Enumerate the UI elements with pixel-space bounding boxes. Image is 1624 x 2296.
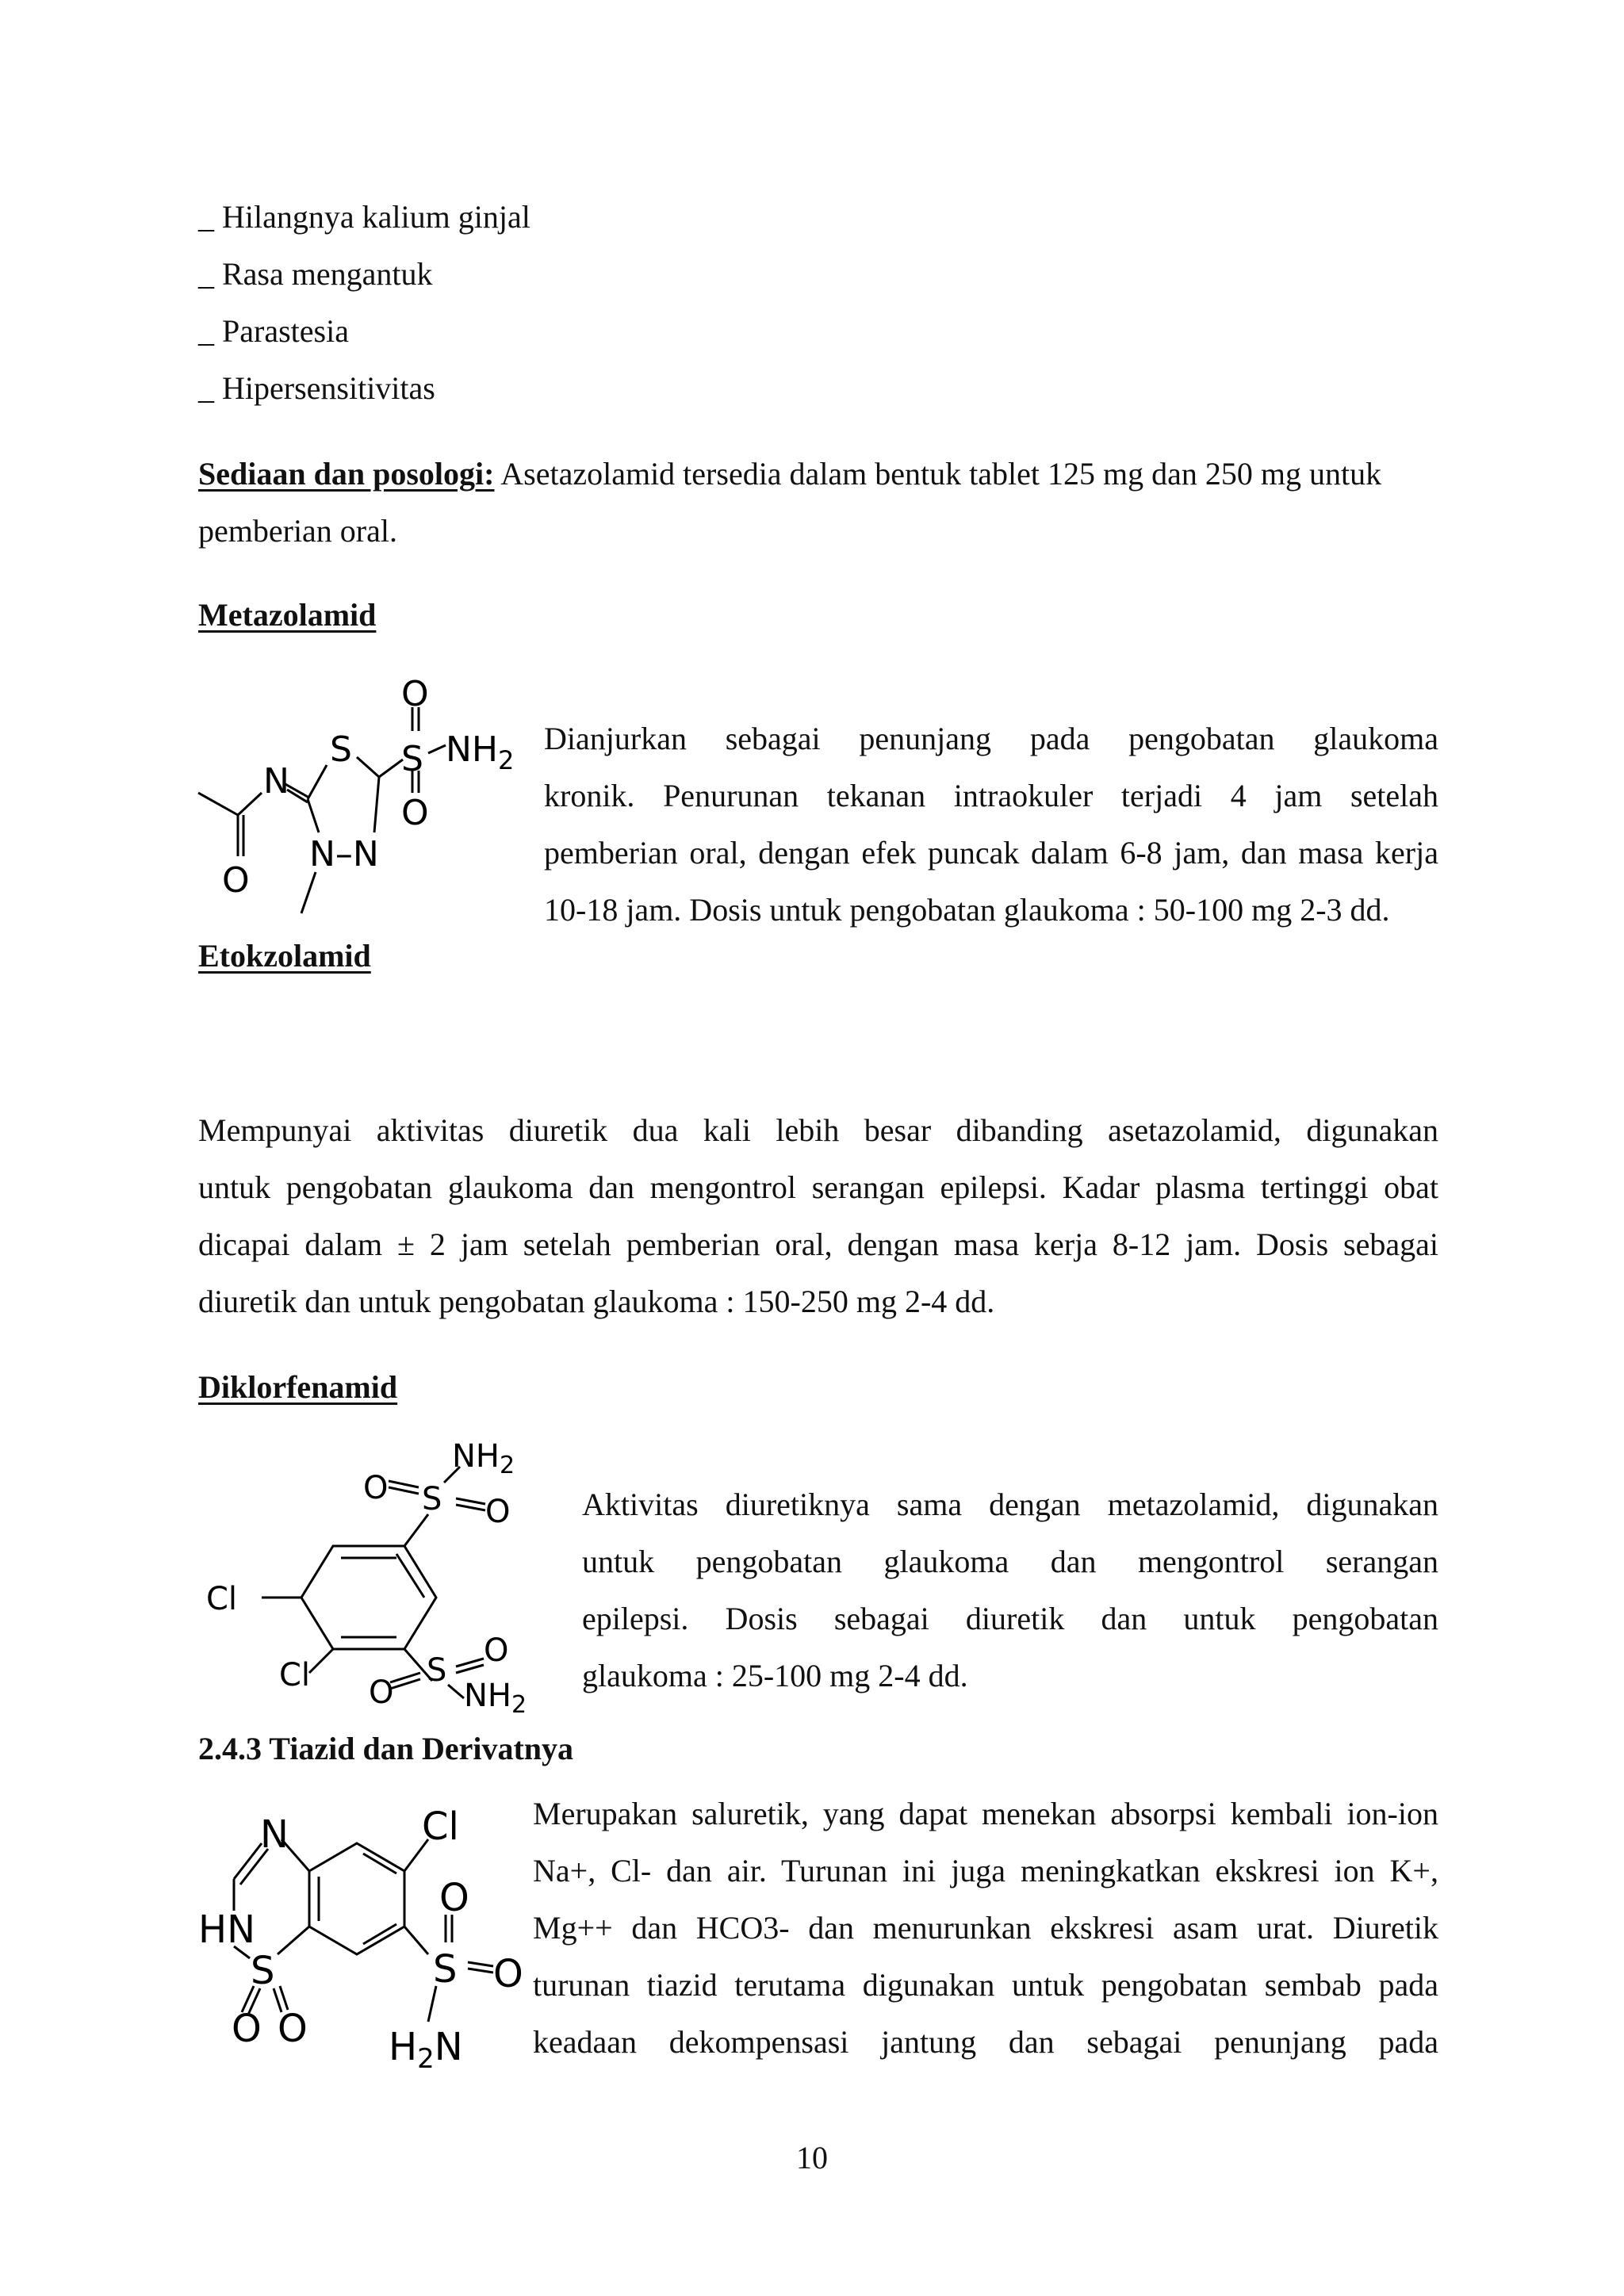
tiazid-structure [198, 1800, 523, 2101]
o-c-label: O [484, 1632, 509, 1669]
metazolamid-line: Dianjurkan sebagai penunjang pada pengobatan glaukoma [544, 721, 1438, 756]
cl-1-label: Cl [206, 1581, 238, 1617]
o4-label: O [493, 1952, 523, 1996]
o-d-label: O [369, 1674, 394, 1711]
tiazid-line: Mg++ dan HCO3- dan menurunkan ekskresi asam urat. Diuretik [533, 1910, 1438, 1946]
etokzolamid-description [198, 1102, 1438, 1330]
etokzolamid-heading: Etokzolamid [198, 938, 371, 974]
nh2-label: $NH_2$ [446, 729, 515, 775]
o-b-label: O [485, 1494, 511, 1530]
o-a-label: O [363, 1470, 389, 1506]
s-a-label: S [422, 1481, 442, 1517]
sulfonyl-o-top-label: O [401, 674, 429, 714]
metazolamid-heading: Metazolamid [198, 597, 377, 633]
tiazid-line: Na+, Cl- dan air. Turunan ini juga meningkatkan ekskresi ion K+, [533, 1853, 1438, 1888]
diklorfenamid-heading: Diklorfenamid [198, 1369, 398, 1405]
diklorfenamid-line: Aktivitas diuretiknya sama dengan metazolamid, digunakan [582, 1487, 1438, 1522]
sediaan-text: Asetazolamid tersedia dalam bentuk tablet 125 mg dan 250 mg untuk [494, 456, 1382, 492]
n-label: N [260, 1812, 289, 1857]
imine-n-label: N [263, 761, 289, 802]
cl-label: Cl [422, 1804, 459, 1849]
metazolamid-structure [190, 674, 523, 936]
bullet-item-1: _ Hilangnya kalium ginjal [198, 199, 530, 235]
o1-label: O [232, 2007, 262, 2051]
sulfonamide-s-label: S [433, 1947, 458, 1992]
tiazid-line: Merupakan saluretik, yang dapat menekan absorpsi kembali ion-ion [533, 1796, 1438, 1831]
bullet-item-3: _ Parastesia [198, 313, 349, 349]
metazolamid-line: kronik. Penurunan tekanan intraokuler terjadi 4 jam setelah [544, 778, 1438, 813]
nh2-top-label: $NH_2$ [452, 1438, 515, 1479]
page-number: 10 [796, 2140, 828, 2175]
sediaan-label: Sediaan dan posologi: [198, 456, 495, 492]
diklorfenamid-structure [206, 1438, 563, 1719]
diklorfenamid-line: glaukoma : 25-100 mg 2-4 dd. [582, 1658, 968, 1693]
metazolamid-line: 10-18 jam. Dosis untuk pengobatan glaukoma : 50-100 mg 2-3 dd. [544, 892, 1390, 928]
etokzolamid-line: dicapai dalam ± 2 jam setelah pemberian oral, dengan masa kerja 8-12 jam. Dosis sebagai [198, 1226, 1438, 1262]
sulfonyl-o-bottom-label: O [401, 793, 429, 833]
sulfonyl-s-label: S [401, 739, 423, 779]
o2-label: O [278, 2007, 308, 2051]
ring-nn-label: N–N [309, 834, 379, 874]
nh2-bottom-label: $NH_2$ [464, 1678, 527, 1719]
acetyl-o-label: O [222, 860, 250, 901]
ring-s-label: S [251, 1949, 275, 1993]
cl-2-label: Cl [279, 1657, 311, 1693]
etokzolamid-line: Mempunyai aktivitas diuretik dua kali lebih besar dibanding asetazolamid, digunakan [198, 1112, 1438, 1148]
h2n-label: $H_2N$ [389, 2025, 463, 2075]
etokzolamid-line: untuk pengobatan glaukoma dan mengontrol serangan epilepsi. Kadar plasma tertinggi obat [198, 1169, 1438, 1205]
etokzolamid-line: diuretik dan untuk pengobatan glaukoma : 150-250 mg 2-4 dd. [198, 1284, 995, 1319]
o3-label: O [439, 1876, 469, 1920]
tiazid-line: keadaan dekompensasi jantung dan sebagai penunjang pada [533, 2024, 1438, 2060]
metazolamid-description [544, 710, 1438, 939]
sediaan-paragraph-line2: pemberian oral. [198, 513, 397, 549]
diklorfenamid-description [582, 1476, 1438, 1705]
s-b-label: S [427, 1652, 447, 1689]
diklorfenamid-line: epilepsi. Dosis sebagai diuretik dan untuk pengobatan [582, 1601, 1438, 1636]
metazolamid-line: pemberian oral, dengan efek puncak dalam 6-8 jam, dan masa kerja [544, 835, 1438, 871]
tiazid-line: turunan tiazid terutama digunakan untuk pengobatan sembab pada [533, 1967, 1438, 2003]
tiazid-heading: 2.4.3 Tiazid dan Derivatnya [198, 1731, 574, 1766]
diklorfenamid-line: untuk pengobatan glaukoma dan mengontrol serangan [582, 1544, 1438, 1579]
sediaan-paragraph-line1 [198, 455, 1381, 493]
hn-label: HN [198, 1908, 255, 1952]
bullet-item-4: _ Hipersensitivitas [198, 370, 435, 406]
ring-s-label: S [330, 729, 352, 770]
bullet-item-2: _ Rasa mengantuk [198, 256, 433, 292]
tiazid-description [533, 1785, 1438, 2071]
